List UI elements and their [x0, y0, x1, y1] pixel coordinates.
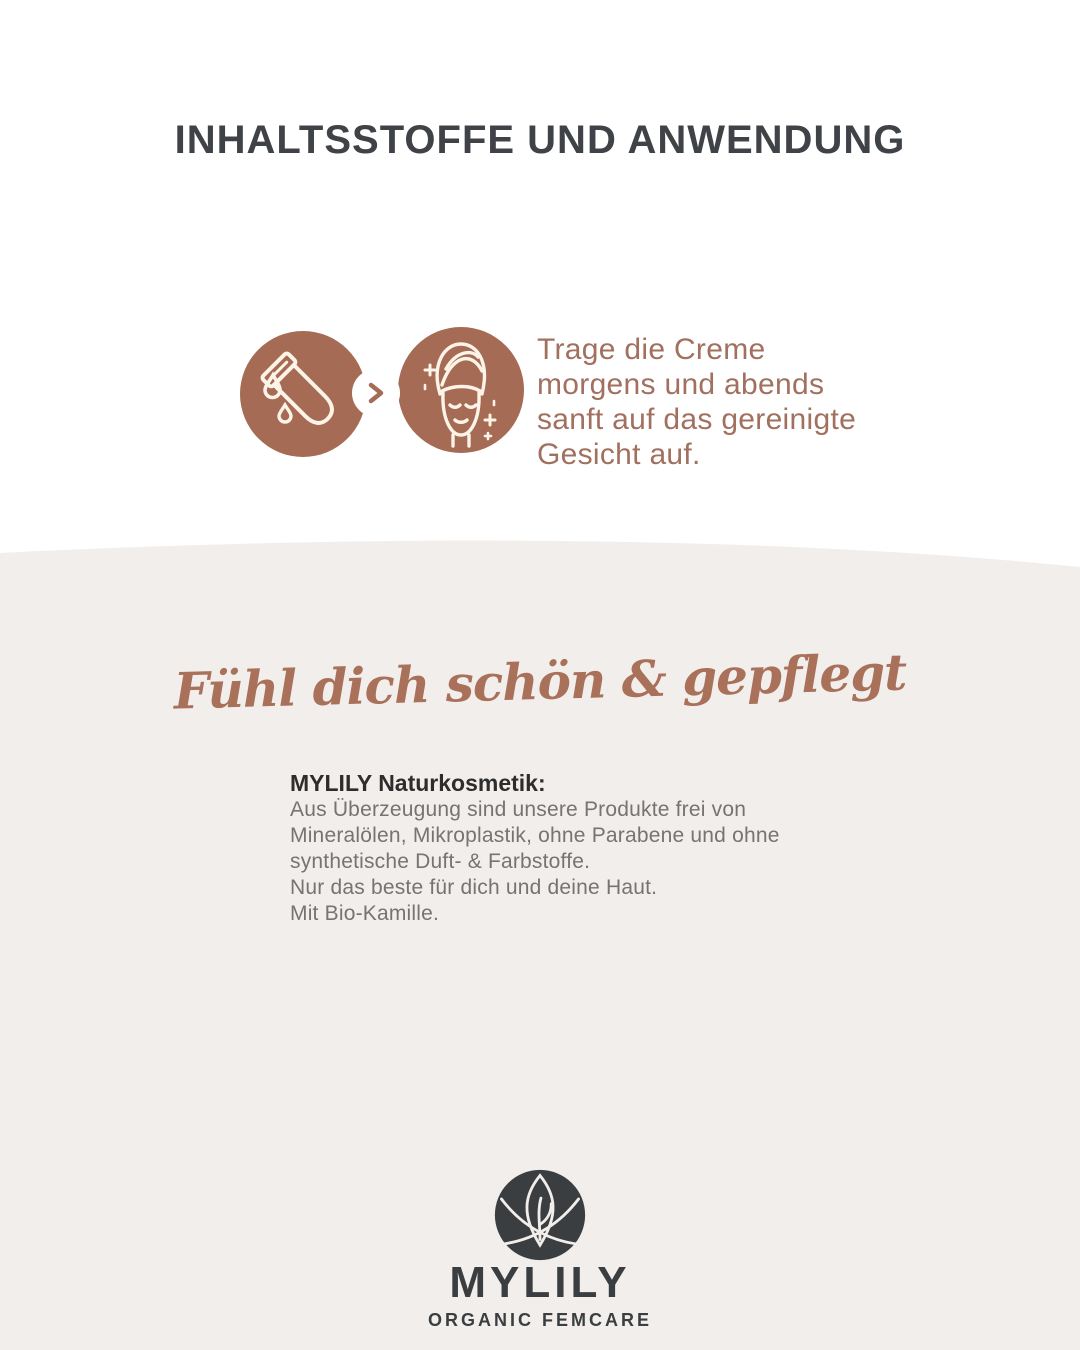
- section-wave-divider: [0, 537, 1080, 583]
- brand-logo: [0, 1168, 1080, 1331]
- claim-line: Mineralölen, Mikroplastik, ohne Parabene und ohne: [290, 824, 780, 847]
- cream-tube-icon: [240, 331, 366, 457]
- face-towel-icon: [398, 327, 524, 453]
- usage-line: Trage die Creme: [537, 333, 766, 366]
- claim-line: synthetische Duft- & Farbstoffe.: [290, 850, 591, 873]
- usage-instructions: [537, 332, 967, 472]
- arrow-right-icon: [352, 369, 400, 417]
- claim-line: Aus Überzeugung sind unsere Produkte frei von: [290, 798, 747, 821]
- claim-line: Nur das beste für dich und deine Haut.: [290, 876, 658, 899]
- claim-line: Mit Bio-Kamille.: [290, 902, 440, 925]
- page-title: INHALTSSTOFFE UND ANWENDUNG: [174, 118, 906, 162]
- lily-flower-icon: [493, 1168, 587, 1262]
- claim-text-block: [290, 770, 850, 927]
- usage-line: Gesicht auf.: [537, 438, 701, 471]
- usage-line: sanft auf das gereinigte: [537, 403, 857, 436]
- usage-line: morgens und abends: [537, 368, 825, 401]
- script-slogan: Fühl dich schön & gepflegt: [173, 642, 907, 721]
- brand-tagline: ORGANIC FEMCARE: [428, 1310, 652, 1330]
- claim-subheading: MYLILY Naturkosmetik:: [290, 770, 546, 796]
- brand-name: MYLILY: [449, 1258, 631, 1307]
